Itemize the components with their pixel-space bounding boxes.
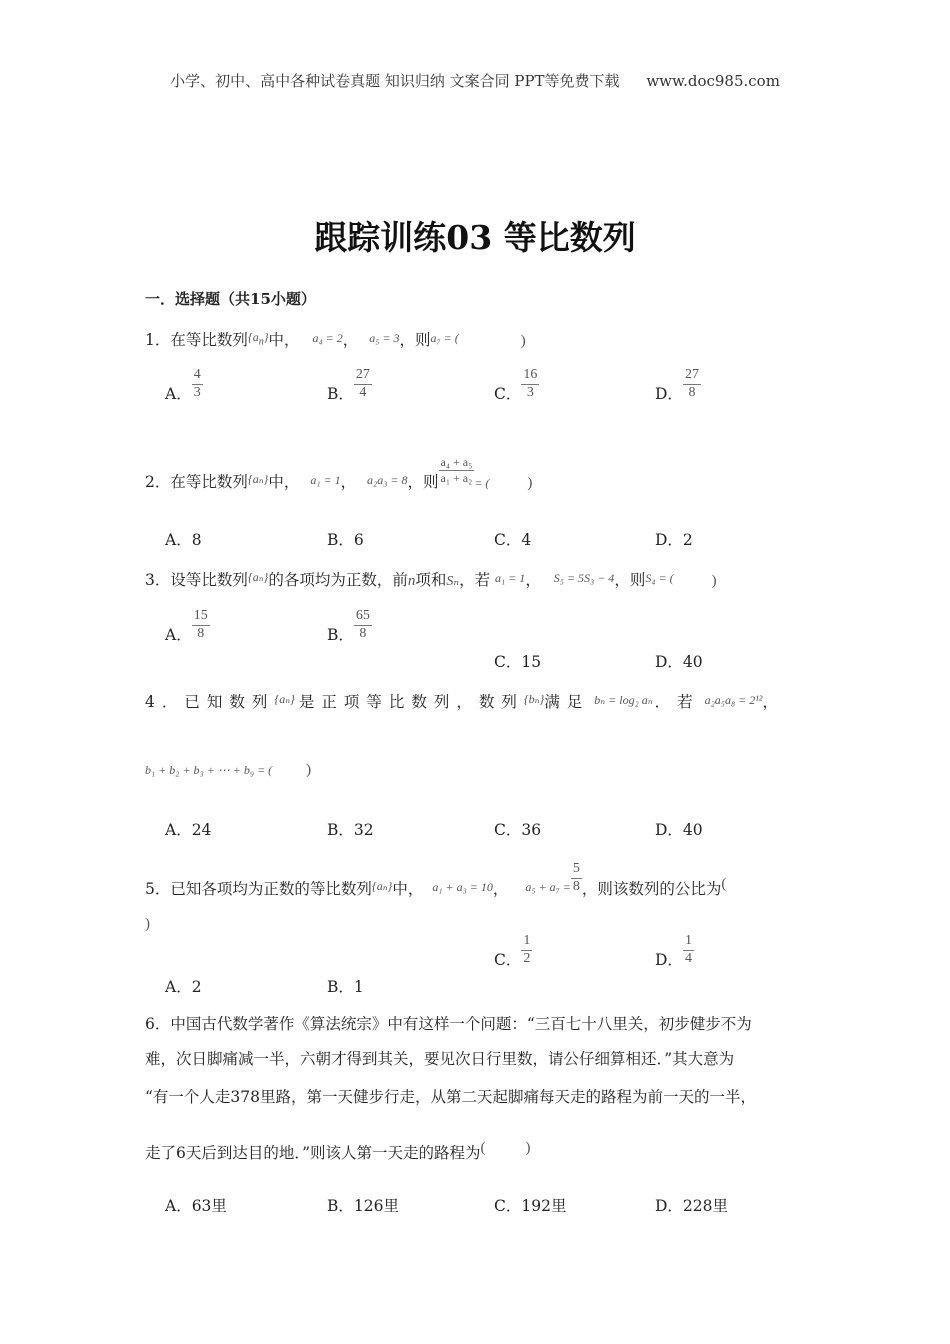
q6-option-b[interactable]: B．126里 [327, 1197, 399, 1215]
q3-option-c[interactable]: C．15 [494, 653, 542, 671]
section-heading: 一．选择题（共15小题） [145, 290, 316, 308]
q5-option-b[interactable]: B．1 [327, 978, 364, 996]
q1-option-a[interactable]: A． $\frac{4}{3}$ [165, 366, 201, 403]
question-6-line1: 6．中国古代数学著作《算法统宗》中有这样一个问题：“三百七十八里关，初步健步不为 [145, 1015, 752, 1033]
q1-option-c[interactable]: C． $\frac{16}{3}$ [494, 366, 538, 403]
question-6-line4: 走了6天后到达目的地．”则该人第一天走的路程为( ) [145, 1140, 531, 1162]
q4-option-d[interactable]: D．40 [655, 821, 703, 839]
q3-option-d[interactable]: D．40 [655, 653, 703, 671]
q5-option-d[interactable]: D． $\frac{1}{4}$ [655, 932, 692, 969]
question-4-line2: b₁ + b₂ + b₃ + ⋯ + b₉ = ( ) [145, 762, 312, 778]
q1-option-b[interactable]: B． $\frac{27}{4}$ [327, 366, 370, 403]
question-2: 2．在等比数列$^{\{a_n\}}$中， a₁ = 1， a₂a₃ = 8，则 $\frac{\text{a₄ + a₅}}{\text{a₁ + a₂}}$ = ( ) [145, 454, 533, 491]
q2-option-b[interactable]: B．6 [327, 531, 364, 549]
question-5-close: ) [145, 916, 150, 932]
q2-option-a[interactable]: A．8 [165, 531, 202, 549]
page-header [0, 70, 950, 91]
q6-option-a[interactable]: A．63里 [165, 1197, 227, 1215]
q1-option-d[interactable]: D． $\frac{27}{8}$ [655, 366, 699, 403]
question-5: 5．已知各项均为正数的等比数列$^{\{a_n\}}$中， a₁ + a₃ = 10， a₅ + a₇ = $\frac{5}{8}$ ，则该数列的公比为( [145, 860, 727, 898]
q6-option-c[interactable]: C．192里 [494, 1197, 567, 1215]
header-site[interactable]: www.doc985.com [646, 72, 780, 90]
q3-option-b[interactable]: B． $\frac{65}{8}$ [327, 607, 370, 644]
q4-option-b[interactable]: B．32 [327, 821, 374, 839]
q5-option-a[interactable]: A．2 [165, 978, 202, 996]
question-6-line2: 难，次日脚痛减一半，六朝才得到其关，要见次日行里数，请公仔细算相还．”其大意为 [145, 1050, 735, 1068]
q2-option-c[interactable]: C．4 [494, 531, 532, 549]
q4-option-a[interactable]: A．24 [165, 821, 212, 839]
question-4: 4．已知数列$^{\{a_n\}}$ 是正项等比数列，数列$^{\{b_n\}}$满足 bₙ = log₂ aₙ ．若 a₂a₅a₈ = 2¹²， [145, 692, 778, 711]
header-text: 小学、初中、高中各种试卷真题 知识归纳 文案合同 PPT等免费下载 [170, 72, 620, 90]
q6-option-d[interactable]: D．228里 [655, 1197, 729, 1215]
question-1: 1．在等比数列$^{\{a_n\}}$中， a₄ = 2， a₅ = 3，则a₇ = ( ) [145, 330, 526, 349]
q4-option-c[interactable]: C．36 [494, 821, 542, 839]
q2-option-d[interactable]: D．2 [655, 531, 693, 549]
q5-option-c[interactable]: C． $\frac{1}{2}$ [494, 932, 531, 969]
question-3: 3．设等比数列$^{\{a_n\}}$的各项均为正数，前n项和Sₙ，若 a₁ = 1， S₅ = 5S₃ − 4，则S₄ = ( ) [145, 570, 717, 589]
q3-option-a[interactable]: A． $\frac{15}{8}$ [165, 607, 208, 644]
question-6-line3: “有一个人走378里路，第一天健步行走，从第二天起脚痛每天走的路程为前一天的一半， [145, 1088, 757, 1106]
page-title: 跟踪训练03 等比数列 [314, 218, 636, 257]
